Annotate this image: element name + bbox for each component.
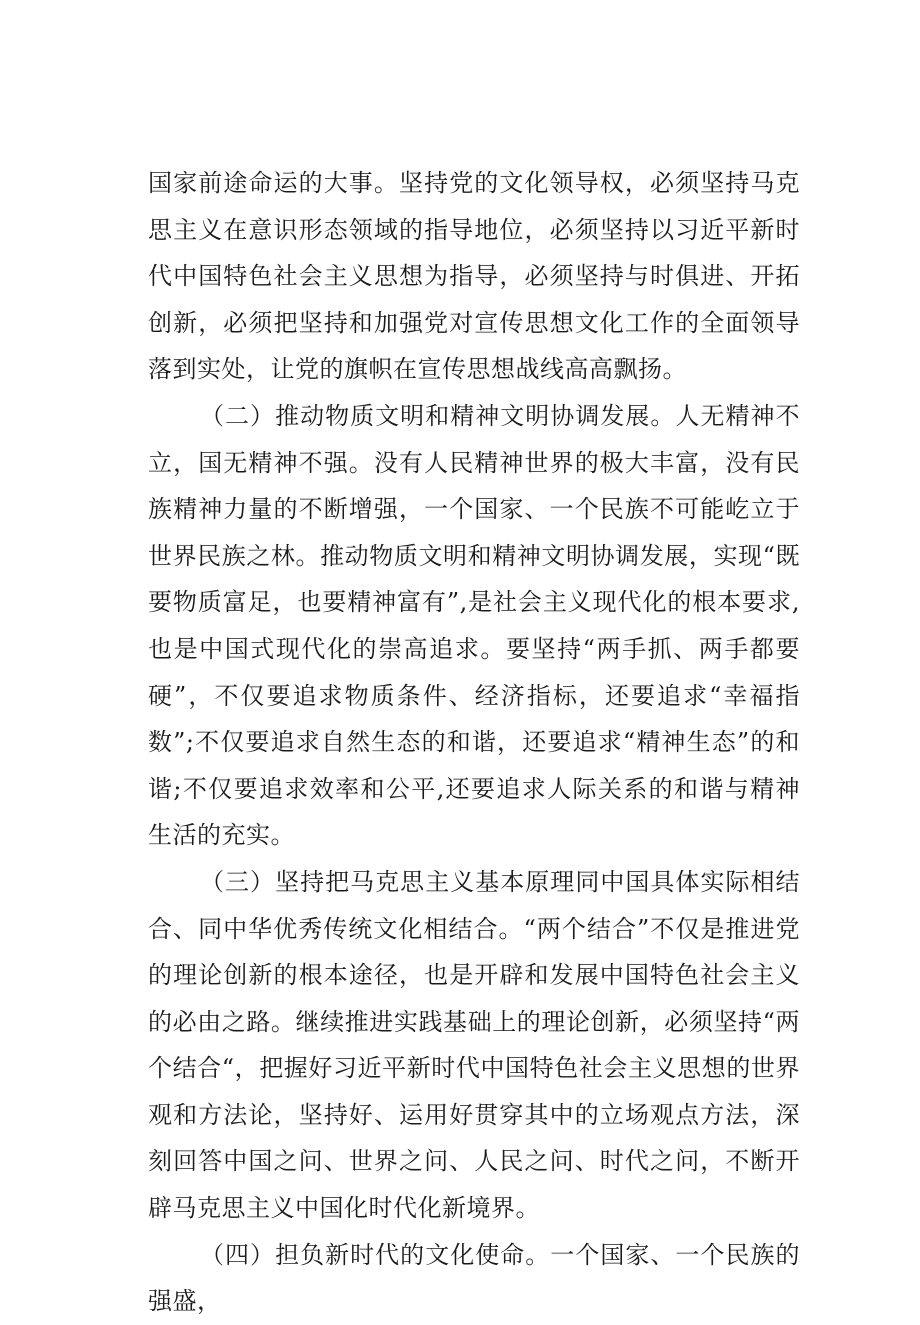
paragraph-section-2: （二）推动物质文明和精神文明协调发展。人无精神不立，国无精神不强。没有人民精神世界的极大丰富，没有民族精神力量的不断增强，一个国家、一个民族不可能屹立于世界民族之林。推动物质文明和精神文明协调发展，实现“既要物质富足，也要精神富有”,是社会主义现代化的根本要求,也是中国式现代化的崇高追求。要坚持“两手抓、两手都要硬”，不仅要追求物质条件、经济指标，还要追求“幸福指数”;不仅要追求自然生态的和谐，还要追求“精神生态”的和谐;不仅要追求效率和公平,还要追求人际关系的和谐与精神生活的充实。: [148, 401, 800, 850]
paragraph-section-4: （四）担负新时代的文化使命。一个国家、一个民族的强盛，: [148, 1240, 800, 1316]
paragraph-section-3: （三）坚持把马克思主义基本原理同中国具体实际相结合、同中华优秀传统文化相结合。“两个结合”不仅是推进党的理论创新的根本途径，也是开辟和发展中国特色社会主义的必由之路。继续推进实践基础上的理论创新，必须坚持“两个结合“，把握好习近平新时代中国特色社会主义思想的世界观和方法论，坚持好、运用好贯穿其中的立场观点方法，深刻回答中国之问、世界之问、人民之问、时代之问，不断开辟马克思主义中国化时代化新境界。: [148, 867, 800, 1223]
paragraph-continuation: 国家前途命运的大事。坚持党的文化领导权，必须坚持马克思主义在意识形态领域的指导地位，必须坚持以习近平新时代中国特色社会主义思想为指导，必须坚持与时俱进、开拓创新，必须把坚持和加强党对宣传思想文化工作的全面领导落到实处，让党的旗帜在宣传思想战线高高飘扬。: [148, 169, 800, 384]
document-body: [148, 160, 800, 1325]
